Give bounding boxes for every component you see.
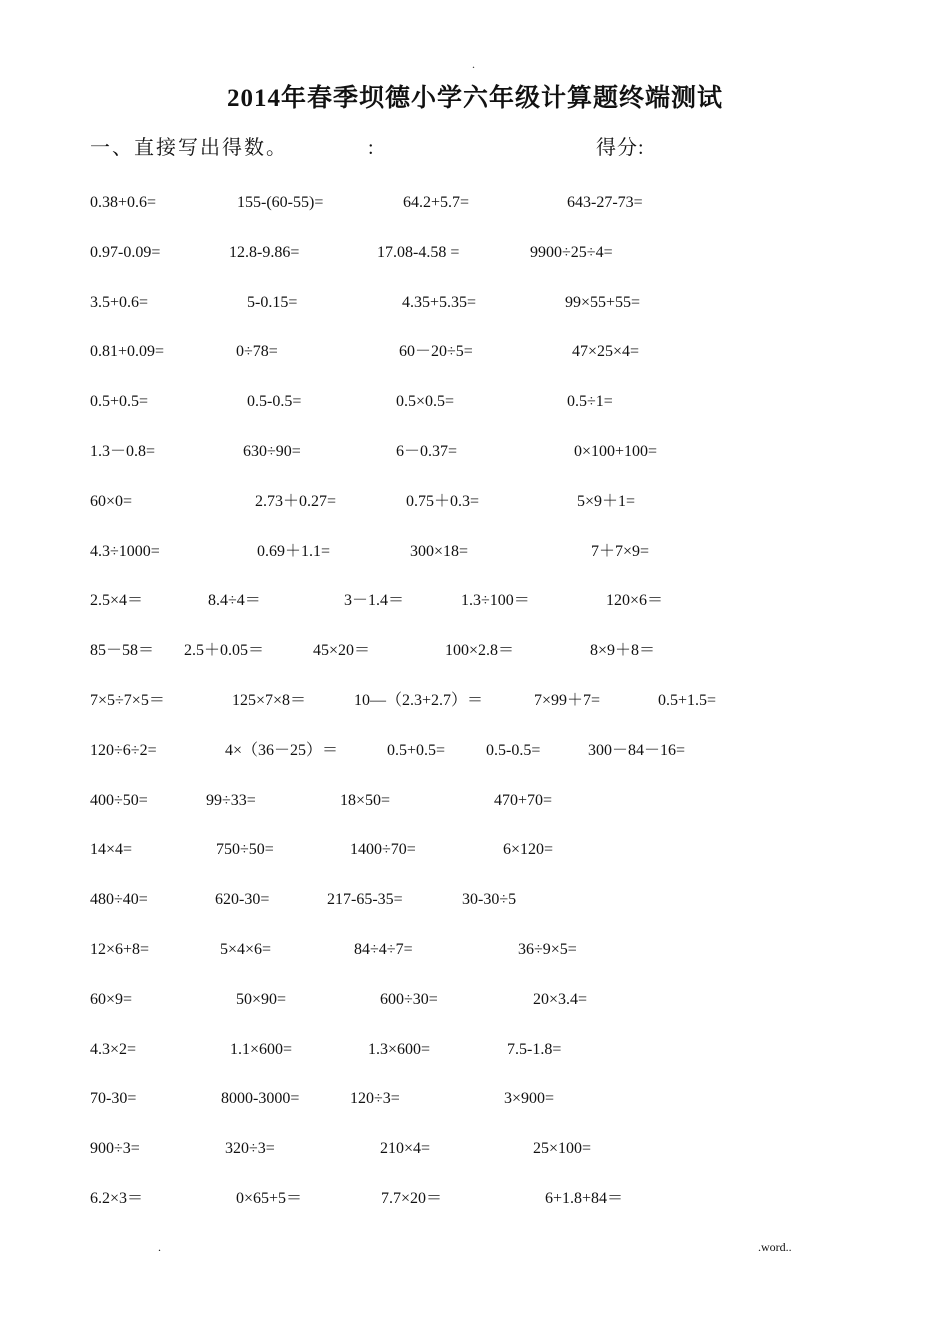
problem: 0.81+0.09= xyxy=(90,343,165,361)
problem: 9900÷25÷4= xyxy=(530,243,613,261)
problem: 64.2+5.7= xyxy=(403,194,470,211)
problem: 36÷9×5= xyxy=(518,941,577,958)
header-mark: . xyxy=(472,57,475,71)
problem: 480÷40= xyxy=(90,891,148,909)
problem: 3－1.4＝ xyxy=(344,592,405,610)
problem-row xyxy=(0,537,950,567)
problem: 8.4÷4＝ xyxy=(208,592,261,610)
problem-row xyxy=(0,238,950,268)
problem: 70-30= xyxy=(90,1090,137,1108)
problem: 12.8-9.86= xyxy=(229,243,300,261)
problem: 750÷50= xyxy=(216,841,274,859)
problem: 14×4= xyxy=(90,841,133,859)
problem: 6.2×3＝ xyxy=(90,1190,144,1207)
problem: 120×6＝ xyxy=(606,592,664,610)
problem: 5-0.15= xyxy=(247,293,298,311)
problem: 3×900= xyxy=(504,1090,555,1108)
problem: 300×18= xyxy=(410,542,469,560)
problem: 1.3×600= xyxy=(368,1040,431,1058)
problem: 10—（2.3+2.7）＝ xyxy=(354,692,484,709)
problem: 60－20÷5= xyxy=(399,343,473,361)
problem: 470+70= xyxy=(494,791,553,809)
problem: 4.35+5.35= xyxy=(402,293,477,311)
problem: 30-30÷5 xyxy=(462,891,517,909)
problem: 217-65-35= xyxy=(327,891,403,909)
problem: 8000-3000= xyxy=(221,1090,300,1108)
problem-row xyxy=(0,736,950,766)
problem-row xyxy=(0,885,950,915)
problem: 2.73＋0.27= xyxy=(255,492,337,510)
problem: 4.3×2= xyxy=(90,1040,137,1058)
problem: 20×3.4= xyxy=(533,990,588,1008)
problem-row xyxy=(0,586,950,616)
problem: 45×20＝ xyxy=(313,642,371,660)
problem: 6－0.37= xyxy=(396,443,458,460)
problem: 0×65+5＝ xyxy=(236,1190,303,1207)
problem-row xyxy=(0,935,950,965)
footer-mark-right: .word.. xyxy=(758,1240,792,1254)
problem: 3.5+0.6= xyxy=(90,293,149,311)
problem: 0.75＋0.3= xyxy=(406,492,480,510)
problem: 0.38+0.6= xyxy=(90,194,157,211)
problem: 4.3÷1000= xyxy=(90,542,160,560)
problem: 47×25×4= xyxy=(572,343,640,361)
problem: 60×0= xyxy=(90,492,133,510)
problem: 99×55+55= xyxy=(565,293,641,311)
problem: 6+1.8+84＝ xyxy=(545,1190,624,1207)
problem: 210×4= xyxy=(380,1140,431,1158)
problem: 0×100+100= xyxy=(574,443,658,460)
problem: 7.5-1.8= xyxy=(507,1040,562,1058)
problem: 99÷33= xyxy=(206,791,256,809)
problem: 2.5＋0.05＝ xyxy=(184,642,265,660)
problem: 0.5+0.5= xyxy=(387,741,446,759)
problem-row xyxy=(0,786,950,816)
problem-row xyxy=(0,188,950,218)
problem: 0.5×0.5= xyxy=(396,393,455,411)
problem-row xyxy=(0,437,950,467)
problem-row xyxy=(0,387,950,417)
problem: 7×5÷7×5＝ xyxy=(90,692,165,709)
problem: 600÷30= xyxy=(380,990,438,1008)
problem: 0.5-0.5= xyxy=(486,741,541,759)
problem: 25×100= xyxy=(533,1140,592,1158)
problem: 84÷4÷7= xyxy=(354,941,413,958)
problem-row xyxy=(0,487,950,517)
problem-row xyxy=(0,1134,950,1164)
problem: 155-(60-55)= xyxy=(237,194,324,211)
problem: 85－58＝ xyxy=(90,642,155,660)
problem: 1.3－0.8= xyxy=(90,443,156,460)
problem: 100×2.8＝ xyxy=(445,642,515,660)
problem-row xyxy=(0,1035,950,1065)
problem: 50×90= xyxy=(236,990,287,1008)
problem-row xyxy=(0,1084,950,1114)
problem: 300－84－16= xyxy=(588,741,686,759)
problem: 17.08-4.58 = xyxy=(377,243,460,261)
problem: 620-30= xyxy=(215,891,270,909)
problem: 0.5+0.5= xyxy=(90,393,149,411)
problem: 120÷6÷2= xyxy=(90,741,157,759)
problem: 5×4×6= xyxy=(220,941,272,958)
problem: 125×7×8＝ xyxy=(232,692,307,709)
problem: 60×9= xyxy=(90,990,133,1008)
problem: 7.7×20＝ xyxy=(381,1190,443,1207)
problem: 7＋7×9= xyxy=(591,542,650,560)
problem: 0÷78= xyxy=(236,343,278,361)
name-label: : xyxy=(368,137,374,159)
problem: 0.69＋1.1= xyxy=(257,542,331,560)
problem: 4×（36－25）＝ xyxy=(225,741,339,759)
problem: 6×120= xyxy=(503,841,554,859)
problem: 1.3÷100＝ xyxy=(461,592,530,610)
problem: 7×99＋7= xyxy=(534,692,601,709)
footer-mark-left: . xyxy=(158,1240,161,1254)
problem: 12×6+8= xyxy=(90,941,150,958)
problem-row xyxy=(0,337,950,367)
problem-row xyxy=(0,1184,950,1214)
problem: 1.1×600= xyxy=(230,1040,293,1058)
problem-row xyxy=(0,835,950,865)
problem: 630÷90= xyxy=(243,443,301,460)
problem: 5×9＋1= xyxy=(577,492,636,510)
problem: 0.5-0.5= xyxy=(247,393,302,411)
problem: 0.97-0.09= xyxy=(90,243,161,261)
problem: 120÷3= xyxy=(350,1090,400,1108)
problem: 1400÷70= xyxy=(350,841,416,859)
score-label: 得分: xyxy=(596,137,645,159)
problem: 400÷50= xyxy=(90,791,148,809)
section-heading: 一、直接写出得数。 xyxy=(90,137,288,159)
problem-row xyxy=(0,985,950,1015)
problem-row xyxy=(0,636,950,666)
page-title: 2014年春季坝德小学六年级计算题终端测试 xyxy=(226,85,723,112)
problem: 900÷3= xyxy=(90,1140,140,1158)
problem: 320÷3= xyxy=(225,1140,275,1158)
problem: 18×50= xyxy=(340,791,391,809)
problem-row xyxy=(0,686,950,716)
problem: 0.5÷1= xyxy=(567,393,613,411)
problem: 8×9＋8＝ xyxy=(590,642,656,660)
problem-row xyxy=(0,288,950,318)
problem: 0.5+1.5= xyxy=(658,692,717,709)
problem: 643-27-73= xyxy=(567,194,643,211)
problem: 2.5×4＝ xyxy=(90,592,144,610)
